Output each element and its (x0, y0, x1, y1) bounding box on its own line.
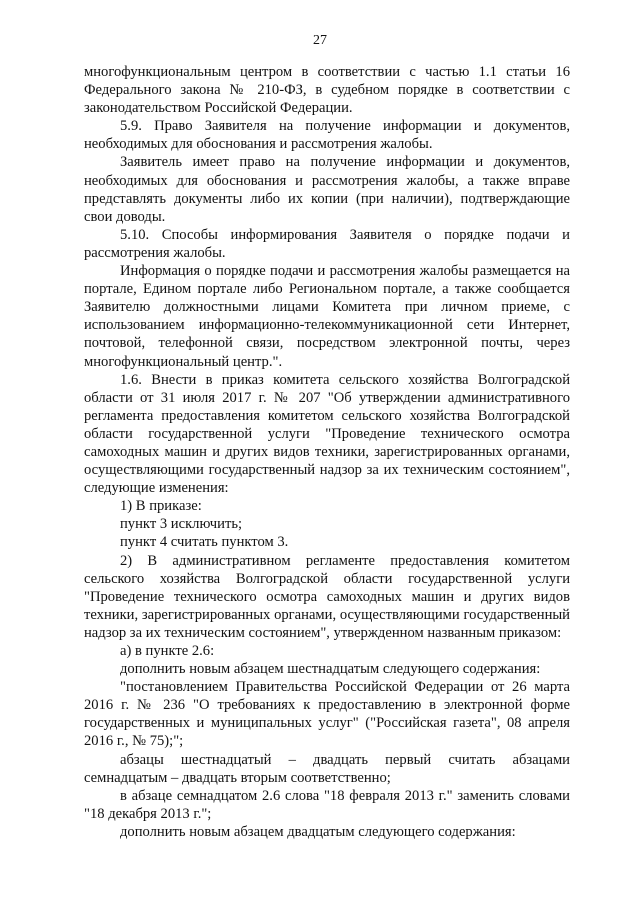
paragraph: в абзаце семнадцатом 2.6 слова "18 февраля 2013 г." заменить словами "18 декабря 2013 г."; (84, 787, 570, 822)
paragraph: Информация о порядке подачи и рассмотрения жалобы размещается на портале, Едином портале либо Региональном портале, а также сообщается Заявителю должностными лицами Комитета при личном приеме, с использованием информационно-телекоммуникационной сети Интернет, почтовой, телефонной связи, посредством электронной почты, через многофункциональный центр.". (84, 263, 570, 370)
paragraph: 5.9. Право Заявителя на получение информации и документов, необходимых для обоснования и рассмотрения жалобы. (84, 118, 570, 153)
paragraph: 5.10. Способы информирования Заявителя о порядке подачи и рассмотрения жалобы. (84, 226, 570, 261)
paragraph: многофункциональным центром в соответствии с частью 1.1 статьи 16 Федерального закона № 210-ФЗ, в судебном порядке в соответствии с законодательством Российской Федерации. (84, 64, 570, 117)
paragraph: 2) В административном регламенте предоставления комитетом сельского хозяйства Волгоградской области государственной услуги "Проведение технического осмотра самоходных машин и других видов техники, зарегистрированных органами, осуществляющими государственный надзор за их техническим состоянием", утвержденном названным приказом: (84, 552, 570, 641)
page-number: 27 (313, 33, 327, 48)
paragraph: пункт 4 считать пунктом 3. (120, 534, 289, 551)
paragraph: пункт 3 исключить; (120, 516, 243, 533)
paragraph: абзацы шестнадцатый – двадцать первый считать абзацами семнадцатым – двадцать вторым соответственно; (84, 751, 570, 786)
paragraph: 1.6. Внести в приказ комитета сельского хозяйства Волгоградской области от 31 июля 2017 г. № 207 "Об утверждении административного регламента предоставления комитетом сельского хозяйства Волгоградской области государственной услуги "Проведение технического осмотра самоходных машин и других видов техники, зарегистрированных органами, осуществляющими государственный надзор за их техническим состоянием", следующие изменения: (84, 371, 570, 497)
document-body (84, 63, 570, 841)
paragraph: Заявитель имеет право на получение информации и документов, необходимых для обоснования и рассмотрения жалобы, а также вправе представлять документы либо их копии (при наличии), подтверждающие свои доводы. (84, 154, 570, 225)
paragraph: дополнить новым абзацем двадцатым следующего содержания: (120, 823, 516, 840)
paragraph: 1) В приказе: (120, 498, 202, 515)
paragraph: "постановлением Правительства Российской Федерации от 26 марта 2016 г. № 236 "О требованиях к предоставлению в электронной форме государственных и муниципальных услуг" ("Российская газета", 08 апреля 2016 г., № 75);"; (84, 679, 570, 750)
paragraph: дополнить новым абзацем шестнадцатым следующего содержания: (120, 661, 541, 678)
paragraph: а) в пункте 2.6: (120, 643, 215, 659)
